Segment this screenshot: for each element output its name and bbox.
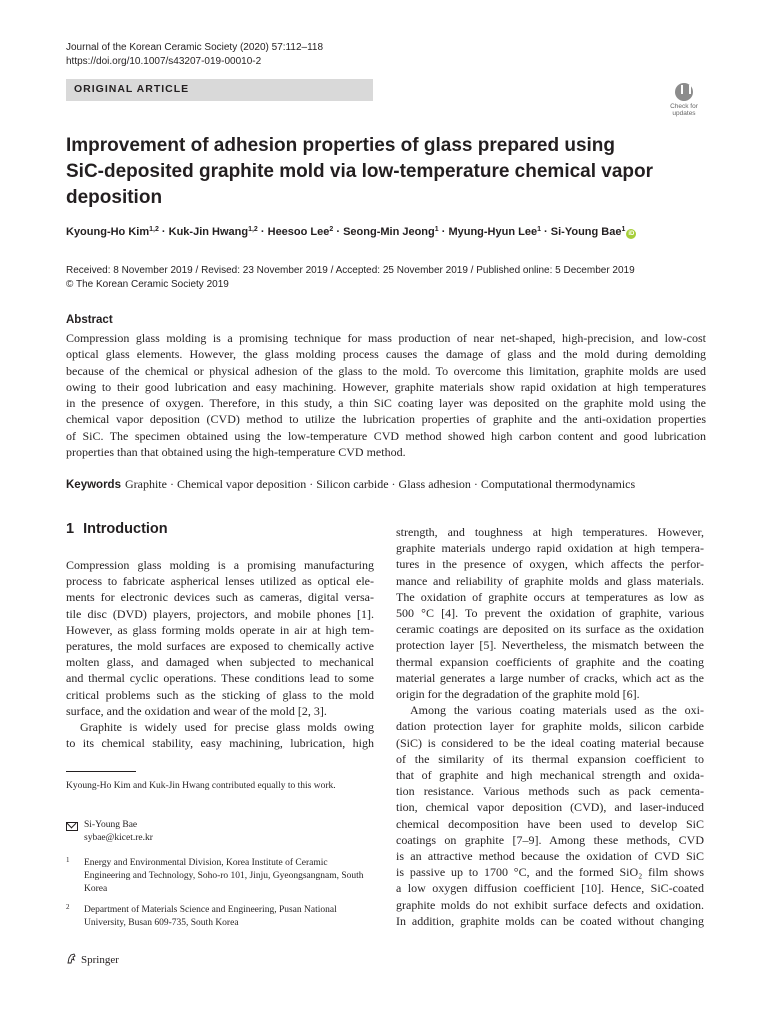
affiliation-text: Department of Materials Science and Engineering, Pusan National University, Busan 609-735, South Korea [84,905,337,928]
publication-dates: Received: 8 November 2019 / Revised: 23 November 2019 / Accepted: 25 November 2019 / Published online: 5 December 2019 [66,265,635,276]
body-line: critical problems such as the sticking of glass to the mold [66,687,374,702]
body-line: tion resistance. Various methods such as pack cementa- [396,784,704,799]
abstract-heading: Abstract [66,314,113,326]
body-line: Among the various coating materials used as the oxi- [410,703,704,718]
abstract-line: in the presence of oxygen. Therefore, in this study, a thin SiC coating layer was deposited on the graphite mold using the [66,396,706,411]
body-line: tile disc (DVD) players, projectors, and mobile phones [1]. [66,606,374,621]
publisher-name: Springer [81,954,119,966]
orcid-icon[interactable]: iD [628,231,635,237]
abstract-line: optical glass elements. However, the glass molding process causes the damage of glass and the mold during demolding [66,347,706,362]
body-line: material generates a large number of cracks, which act as the [396,670,704,685]
author-name[interactable]: Heesoo Lee [267,226,330,238]
body-line: that of graphite and high mechanical strength and oxida- [396,768,704,783]
abstract-line: of SiC. The specimen obtained using the low-temperature CVD method showed high carbon content and good lubrication [66,428,706,443]
author-affiliation: 1 [537,226,541,233]
body-line: strength, and toughness at high temperatures. However, [396,525,704,539]
affiliation-number: 1 [66,856,70,864]
article-type-label: ORIGINAL ARTICLE [74,83,190,95]
body-line: mance and reliability of graphite molds and glass materials. [396,573,704,588]
body-line: tion, chemical vapor deposition (CVD), and laser-induced [396,800,704,815]
footnote-divider [66,771,136,772]
author-list: Kyoung-Ho Kim$^{1,2}$ · Kuk-Jin Hwang$^{1,2}$ · Heesoo Lee$^2$ · Seong-Min Jeong$^1$ · Myung-Hyun Lee$^1$ · Si-Young Bae$^1$iD [66,226,635,238]
author-affiliation: 1 [434,226,439,233]
title-line: SiC-deposited graphite mold via low-temperature chemical vapor [66,161,654,182]
publisher-logo [66,953,119,966]
body-line: of the similarity of its thermal expansion coefficient to [396,751,704,766]
body-line: However, as glass forming molds operate in air at high tem- [66,622,374,637]
author-affiliation: 1,2 [149,226,159,233]
check-for-updates-label: Check for updates [670,103,698,117]
abstract-line: Compression glass molding is a promising technique for mass production of near net-shaped, high-precision, and low-cost [66,331,706,345]
body-line: chemical decomposition have been used to develop SiC [396,816,704,831]
body-line: peratures, the mold surfaces are exposed to chemically active [66,639,374,654]
author-affiliation: 1 [621,226,626,233]
affiliation-text: Energy and Environmental Division, Korea Institute of Ceramic Engineering and Technology, Soho-ro 101, Jinju, Gyeongsangnam, South Korea [84,858,364,894]
section-title: Introduction [83,521,168,537]
journal-citation: Journal of the Korean Ceramic Society (2020) 57:112–118 [66,42,324,53]
author-name[interactable]: Myung-Hyun Lee [448,226,538,238]
abstract-line: because of the chemical or physical adhesion of the glass to the mold. To overcome this limitation, graphite molds are used [66,363,706,378]
equal-contribution-note: Kyoung-Ho Kim and Kuk-Jin Hwang contributed equally to this work. [66,781,336,791]
body-line: molten glass, and damaged when subjected to mechanical [66,655,374,670]
body-line: thermal expansion coefficients of graphite and the coating [396,654,704,669]
body-column-right [396,524,704,929]
article-type-banner [66,79,373,101]
corresponding-author-email[interactable]: sybae@kicet.re.kr [84,833,153,843]
title-line: Improvement of adhesion properties of glass prepared using [66,135,615,156]
body-line: and thermal cyclic operations. These conditions lead to some [66,671,374,686]
body-line: to its chemical stability, easy machining, lubrication, high [66,736,374,751]
body-line: (SiC) is considered to be the ideal coating material because [396,735,704,750]
body-line: is passive up to 1700 °C, and the formed SiO₂ film shows [396,865,704,880]
body-line: tures in the presence of oxygen, which affects the perfor- [396,557,704,572]
section-number: 1 [66,521,75,537]
check-for-updates-icon [675,83,693,101]
body-line: graphite materials undergo rapid oxidation at high tempera- [396,541,704,556]
body-line: 500 °C [4]. To prevent the oxidation of graphite, various [396,606,704,621]
body-line: surface, and the oxidation and wear of the mold [2, 3]. [66,703,327,718]
body-line: a low oxygen diffusion coefficient [10]. Hence, SiC-coated [396,881,704,896]
springer-horse-icon [66,953,77,964]
body-line: is an attractive method because the oxidation of CVD SiC [396,849,704,864]
body-line: ceramic coatings are deposited on its surface as the oxidation [396,622,704,637]
body-line: Compression glass molding is a promising manufacturing [66,558,374,572]
author-name[interactable]: Kyoung-Ho Kim [66,226,150,238]
keywords-label: Keywords [66,479,121,491]
body-line: graphite molds do not exhibit surface defects and oxidation. [396,897,704,912]
keywords-text: Graphite · Chemical vapor deposition · Silicon carbide · Glass adhesion · Computational thermodynamics [124,477,636,491]
abstract-line: owing to their good lubrication and easy machining. However, graphite materials show rapid oxidation at high temperatures [66,379,706,394]
body-line: origin for the degradation of the graphite mold [6]. [396,687,640,702]
body-line: Graphite is widely used for precise glass molds owing [80,720,374,735]
title-line: deposition [66,187,163,208]
keywords [66,477,635,492]
corresponding-author-name: Si-Young Bae [84,820,138,830]
section-heading [66,521,168,537]
body-line: protection layer [5]. Nevertheless, the mismatch between the [396,638,704,653]
body-column-left [66,557,374,751]
doi-link[interactable]: https://doi.org/10.1007/s43207-019-00010-2 [66,56,262,67]
author-name[interactable]: Kuk-Jin Hwang [168,226,249,238]
body-line: The oxidation of graphite occurs at temperatures as low as [396,589,704,604]
author-affiliation: 2 [329,226,334,233]
envelope-icon [66,822,78,831]
author-affiliation: 1,2 [248,226,258,233]
author-name[interactable]: Seong-Min Jeong [343,226,435,238]
body-line: In addition, graphite molds can be coated without changing [396,913,704,928]
copyright-notice: © The Korean Ceramic Society 2019 [66,279,229,290]
affiliation-number: 2 [66,903,70,911]
abstract-text [66,330,706,460]
abstract-line: properties than that obtained using the high-temperature CVD method. [66,445,406,460]
body-line: process to fabricate aspherical lenses utilized as optical ele- [66,574,374,589]
body-line: ments for electronic devices such as cameras, digital versa- [66,590,374,605]
body-line: coatings on graphite [7–9]. Among these methods, CVD [396,832,704,847]
article-title [66,133,666,211]
check-for-updates-badge[interactable] [664,83,704,123]
body-line: dation protection layer for graphite molds, silicon carbide [396,719,704,734]
abstract-line: chemical vapor deposition (CVD) method to utilize the lubrication properties of graphite and the anti-oxidation properties [66,412,706,427]
author-name[interactable]: Si-Young Bae [550,226,622,238]
